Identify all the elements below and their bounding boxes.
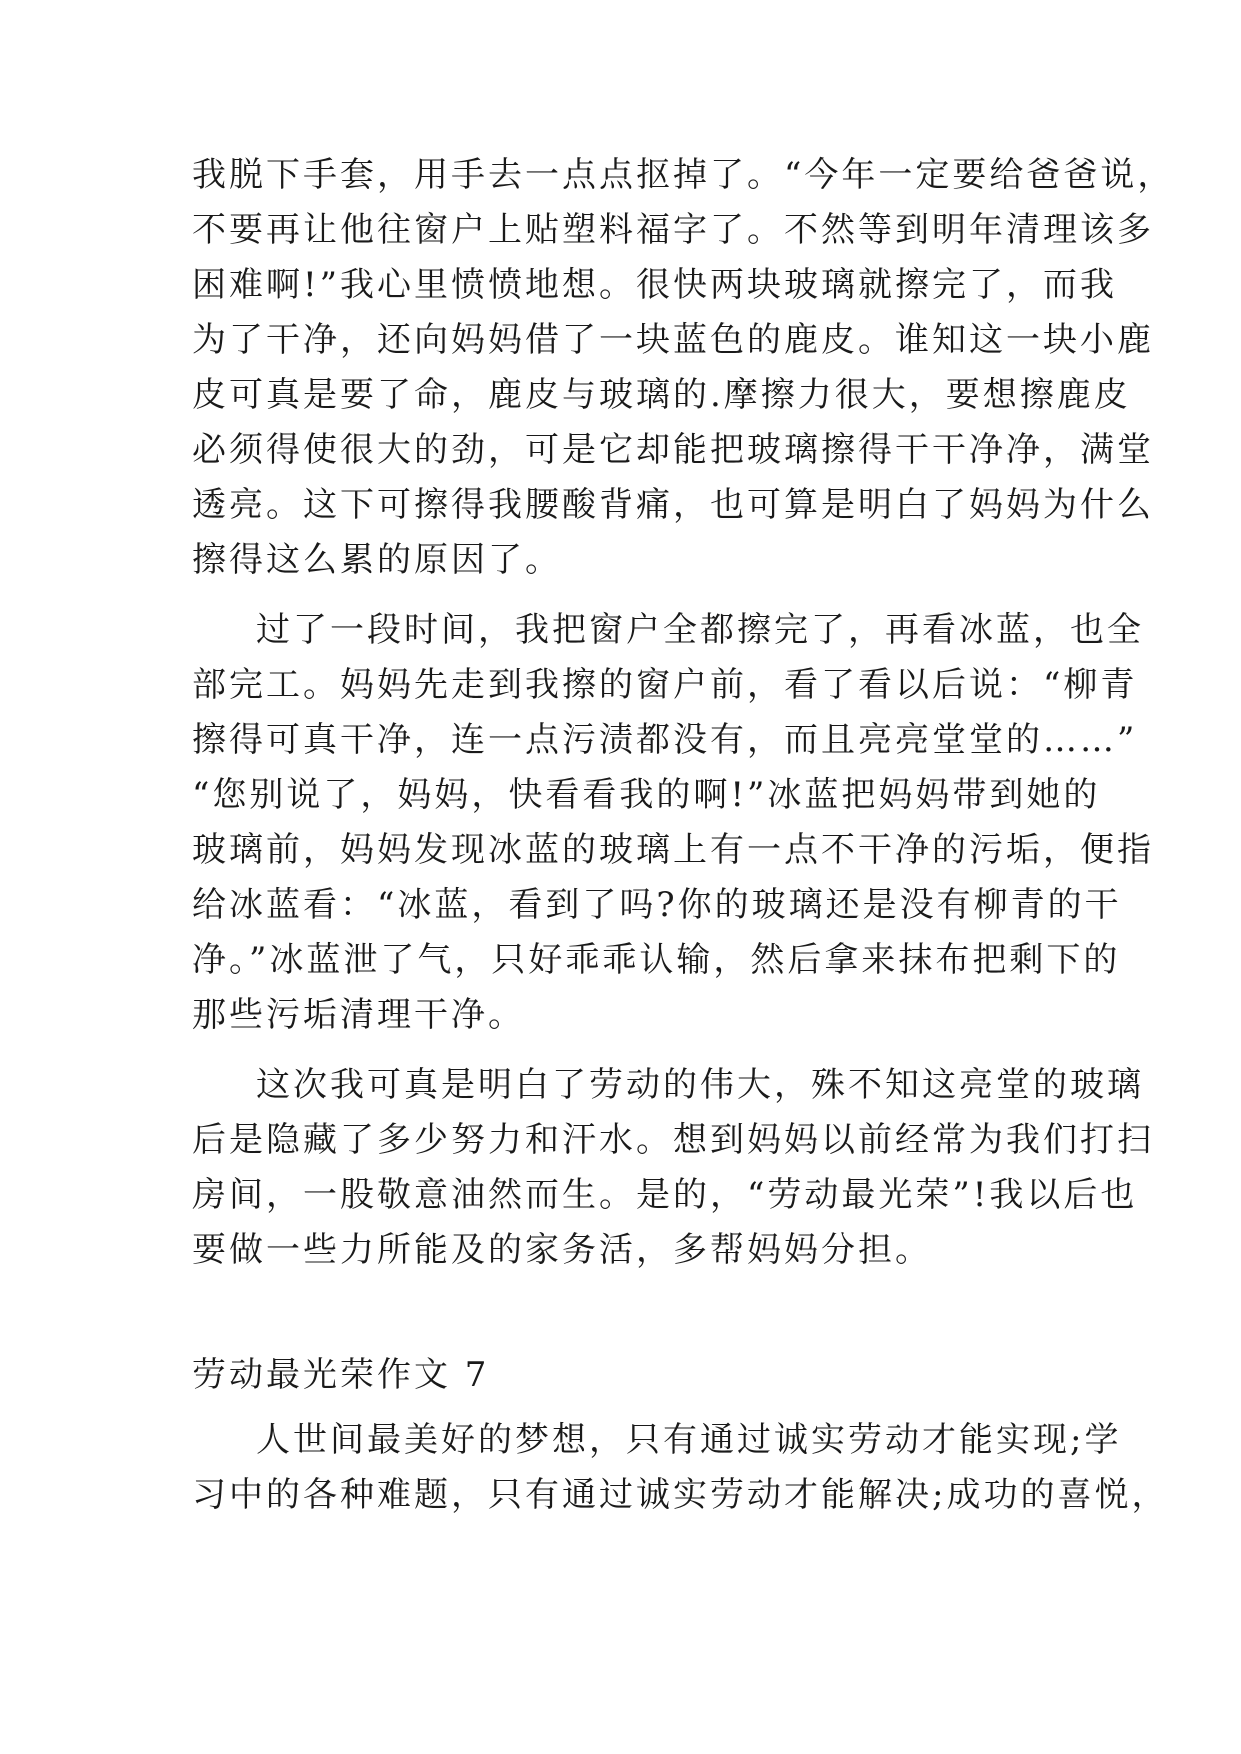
paragraph-line: 那些污垢清理干净。 — [192, 995, 525, 1035]
paragraph-line: 房间，一股敬意油然而生。是的，“劳动最光荣”!我以后也 — [192, 1175, 1138, 1215]
paragraph-line: 擦得可真干净，连一点污渍都没有，而且亮亮堂堂的……” — [192, 720, 1138, 760]
paragraph-line: 过了一段时间，我把窗户全都擦完了，再看冰蓝，也全 — [256, 610, 1144, 650]
paragraph-line: 必须得使很大的劲，可是它却能把玻璃擦得干干净净，满堂 — [192, 430, 1154, 470]
paragraph-line: 后是隐藏了多少努力和汗水。想到妈妈以前经常为我们打扫 — [192, 1120, 1154, 1160]
paragraph-line: 给冰蓝看：“冰蓝，看到了吗?你的玻璃还是没有柳青的干 — [192, 885, 1122, 925]
paragraph-line: 部完工。妈妈先走到我擦的窗户前，看了看以后说：“柳青 — [192, 665, 1138, 705]
paragraph-line: 要做一些力所能及的家务活，多帮妈妈分担。 — [192, 1230, 932, 1270]
paragraph-line: 不要再让他往窗户上贴塑料福字了。不然等到明年清理该多 — [192, 210, 1154, 250]
paragraph-line: 习中的各种难题，只有通过诚实劳动才能解决;成功的喜悦， — [192, 1475, 1169, 1515]
paragraph-line: 玻璃前，妈妈发现冰蓝的玻璃上有一点不干净的污垢，便指 — [192, 830, 1154, 870]
paragraph-line: 困难啊!”我心里愤愤地想。很快两块玻璃就擦完了，而我 — [192, 265, 1118, 305]
paragraph-line: 我脱下手套，用手去一点点抠掉了。“今年一定要给爸爸说， — [192, 155, 1175, 195]
section-title: 劳动最光荣作文 7 — [192, 1355, 490, 1395]
paragraph-line: “您别说了，妈妈，快看看我的啊!”冰蓝把妈妈带到她的 — [192, 775, 1101, 815]
paragraph-line: 皮可真是要了命，鹿皮与玻璃的.摩擦力很大，要想擦鹿皮 — [192, 375, 1131, 415]
paragraph-line: 人世间最美好的梦想，只有通过诚实劳动才能实现;学 — [256, 1420, 1122, 1460]
paragraph-line: 擦得这么累的原因了。 — [192, 540, 562, 580]
paragraph-line: 这次我可真是明白了劳动的伟大，殊不知这亮堂的玻璃 — [256, 1065, 1144, 1105]
paragraph-line: 净。”冰蓝泄了气，只好乖乖认输，然后拿来抹布把剩下的 — [192, 940, 1121, 980]
paragraph-line: 为了干净，还向妈妈借了一块蓝色的鹿皮。谁知这一块小鹿 — [192, 320, 1154, 360]
paragraph-line: 透亮。这下可擦得我腰酸背痛，也可算是明白了妈妈为什么 — [192, 485, 1154, 525]
